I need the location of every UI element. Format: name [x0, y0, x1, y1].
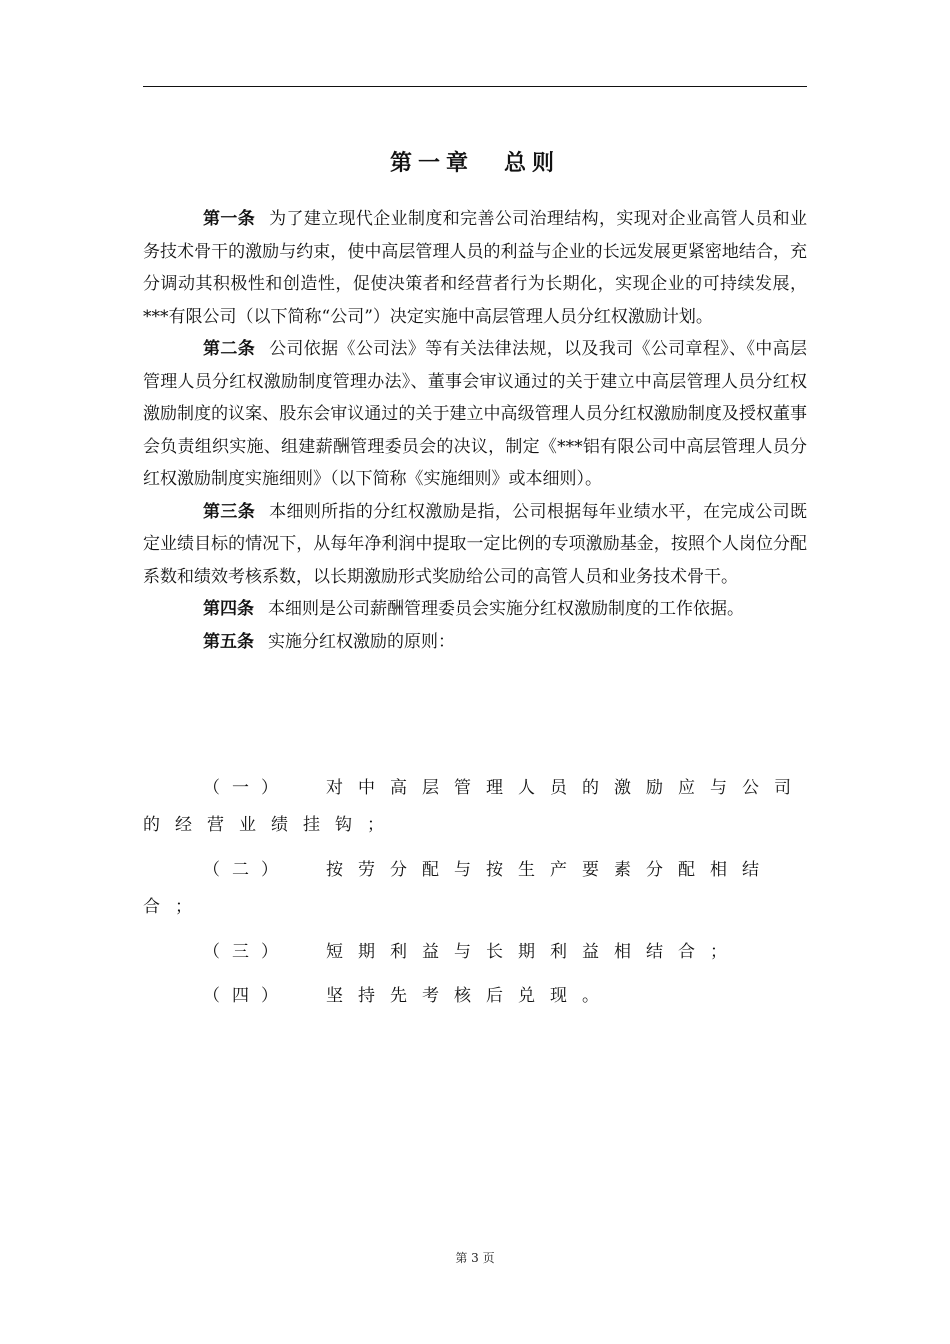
principle-text: 短期利益与长期利益相结合； — [326, 942, 742, 962]
principle-number: （四） — [203, 986, 290, 1006]
article-text: 为了建立现代企业制度和完善公司治理结构，实现对企业高管人员和业务技术骨干的激励与约束，使中高层管理人员的利益与企业的长远发展更紧密地结合，充分调动其积极性和创造性，促使决策者和经营者行为长期化，实现企业的可持续发展， ***有限公司（以下简称“公司”）决定实施中高层管理人员分红权激励计划。 — [143, 209, 808, 327]
principle-item — [143, 770, 807, 850]
article-5 — [143, 626, 807, 659]
article-text: 本细则所指的分红权激励是指，公司根据每年业绩水平，在完成公司既定业绩目标的情况下，从每年净利润中提取一定比例的专项激励基金，按照个人岗位分配系数和绩效考核系数，以长期激励形式奖励给公司的高管人员和业务技术骨干。 — [143, 501, 808, 587]
chapter-name: 总则 — [504, 150, 561, 176]
header-rule — [143, 86, 807, 87]
principle-number: （三） — [203, 942, 290, 962]
article-2 — [143, 333, 807, 496]
principle-number: （二） — [203, 860, 290, 880]
principle-item — [143, 934, 807, 976]
principles-list — [143, 770, 807, 1020]
principle-number: （一） — [203, 778, 290, 798]
article-text: 实施分红权激励的原则： — [268, 631, 455, 652]
article-1 — [143, 203, 807, 333]
article-text: 本细则是公司薪酬管理委员会实施分红权激励制度的工作依据。 — [268, 599, 744, 619]
chapter-number: 第一章 — [389, 150, 474, 176]
chapter-title — [0, 146, 950, 177]
article-label: 第二条 — [203, 339, 256, 359]
principle-item — [143, 978, 807, 1020]
article-text: 公司依据《公司法》等有关法律法规，以及我司《公司章程》、《中高层管理人员分红权激励制度管理办法》、董事会审议通过的关于建立中高层管理人员分红权激励制度的议案、股东会审议通过的关于建立中高级管理人员分红权激励制度及授权董事会负责组织实施、组建薪酬管理委员会的决议，制定《***铝有限公司中高层管理人员分红权激励制度实施细则》（以下简称《实施细则》或本细则）。 — [143, 339, 808, 489]
article-label: 第五条 — [203, 631, 254, 652]
principle-text: 按劳分配与按生产要素分配相结合； — [143, 860, 774, 917]
principle-text: 对中高层管理人员的激励应与公司的经营业绩挂钩； — [143, 778, 806, 835]
article-3 — [143, 496, 807, 594]
article-label: 第一条 — [203, 209, 256, 229]
principle-item — [143, 852, 807, 932]
principle-text: 坚持先考核后兑现。 — [326, 986, 614, 1006]
document-body — [143, 203, 807, 658]
article-4 — [143, 593, 807, 626]
article-label: 第三条 — [203, 501, 256, 522]
page-number: 第 3 页 — [455, 1251, 495, 1265]
article-label: 第四条 — [203, 599, 254, 619]
